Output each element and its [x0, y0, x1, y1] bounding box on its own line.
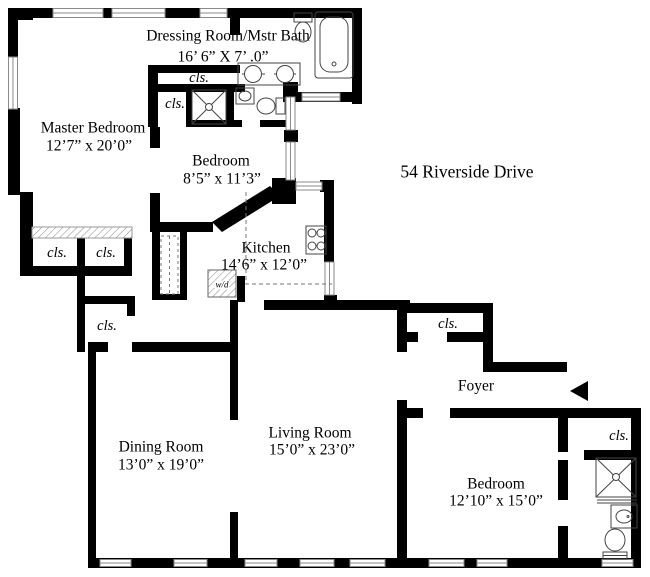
plan-title: 54 Riverside Drive: [400, 161, 534, 182]
window: [286, 142, 295, 180]
toilet: [257, 98, 285, 114]
room-name-kitchen: Kitchen: [241, 239, 291, 257]
hall-closet-shelves: [161, 236, 178, 294]
window: [296, 182, 322, 190]
closet-label: cls.: [189, 69, 209, 86]
room-dims-kitchen: 14’6” x 12’0”: [220, 256, 308, 274]
room-name-bedroom2: Bedroom: [192, 152, 250, 170]
entry-arrow-icon: [570, 381, 588, 401]
window: [302, 93, 340, 101]
room-name-dressing: Dressing Room/Mstr Bath: [146, 27, 310, 45]
room-name-dining: Dining Room: [118, 438, 204, 456]
closet-label: cls.: [165, 95, 185, 112]
room-name-bedroom3: Bedroom: [467, 475, 525, 493]
room-dims-dining: 13’0” x 19’0”: [117, 456, 205, 474]
room-name-living: Living Room: [268, 424, 352, 442]
window: [602, 560, 633, 567]
room-dims-living: 15’0” x 23’0”: [268, 441, 356, 459]
window: [350, 560, 385, 567]
window: [9, 57, 18, 109]
closet-label: cls.: [96, 244, 116, 261]
room-dims-master: 12’7” x 20’0”: [45, 137, 133, 155]
window: [200, 9, 227, 18]
shower-stall: [192, 90, 226, 124]
window: [100, 560, 131, 567]
bathtub: [315, 12, 353, 78]
window: [477, 560, 507, 567]
closet-label: cls.: [438, 315, 458, 332]
window: [245, 560, 277, 567]
shower-stall-2: [596, 458, 637, 503]
room-dims-dressing: 16’ 6” X 7’ .0”: [177, 48, 269, 66]
window: [300, 560, 334, 567]
window: [174, 560, 207, 567]
double-vanity-sinks: [238, 63, 300, 85]
room-name-foyer: Foyer: [457, 377, 495, 395]
master-closet-doors: [32, 227, 132, 238]
room-name-master: Master Bedroom: [40, 119, 146, 137]
window: [53, 9, 103, 18]
room-dims-bedroom2: 8’5” x 11’3”: [183, 170, 261, 188]
window: [112, 9, 165, 18]
closet-label: cls.: [609, 427, 629, 444]
window: [286, 97, 295, 130]
window: [429, 560, 464, 567]
closet-label: cls.: [97, 317, 117, 334]
room-dims-bedroom3: 12’10” x 15’0”: [449, 492, 543, 510]
washer-dryer-label: w/d: [215, 279, 229, 290]
stove: [306, 226, 326, 254]
closet-label: cls.: [47, 244, 67, 261]
toilet-2: [603, 529, 627, 559]
window: [325, 262, 334, 295]
